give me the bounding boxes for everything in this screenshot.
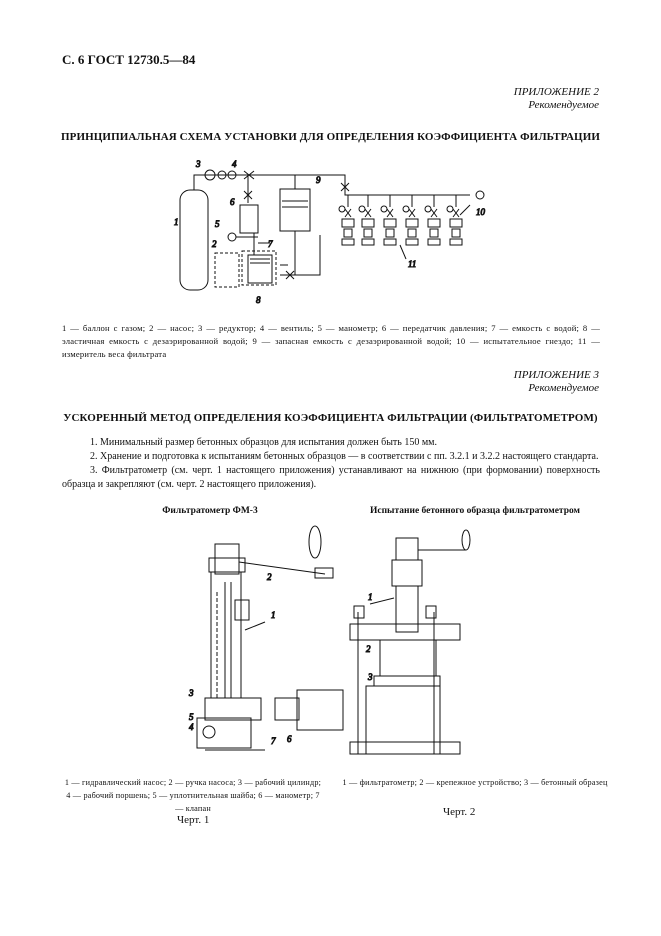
- paragraph-3: 3. Фильтратометр (см. черт. 1 настоящего приложения) устанавливают на нижнюю (при формовании) поверхность образца и закрепляют (см. черт. 2 настоящего приложения).: [62, 465, 600, 490]
- fig2-number-1: 1: [368, 592, 373, 602]
- scheme-number-5: 5: [215, 219, 220, 229]
- gas-cylinder-shape: [180, 190, 208, 290]
- appendix-3-label: ПРИЛОЖЕНИЕ 3: [513, 369, 599, 381]
- fig2-legend: 1 — фильтратометр; 2 — крепежное устройство; 3 — бетонный образец: [342, 778, 608, 787]
- appendix-3-block: [514, 369, 599, 395]
- scheme-title: ПРИНЦИПИАЛЬНАЯ СХЕМА УСТАНОВКИ ДЛЯ ОПРЕДЕЛЕНИЯ КОЭФФИЦИЕНТА ФИЛЬТРАЦИИ: [60, 131, 601, 143]
- fig1-number-3: 3: [189, 688, 194, 698]
- scheme-legend: 1 — баллон с газом; 2 — насос; 3 — редуктор; 4 — вентиль; 5 — манометр; 6 — передатчик давления; 7 — емкость с водой; 8 — эластичная емкость с дезаэрированной водой; 9 — запасная емкость с дезаэрированной водой; 10 — испытательное гнездо; 11 — измеритель веса фильтрата: [62, 323, 600, 359]
- fig1-number-6: 6: [287, 734, 292, 744]
- fig1-number-1: 1: [271, 610, 276, 620]
- specimen-test-drawing: [340, 522, 480, 772]
- fig1-title: Фильтратометр ФМ-3: [162, 506, 258, 516]
- paragraph-1: 1. Минимальный размер бетонных образцов для испытания должен быть 150 мм.: [90, 437, 438, 448]
- filtratometer-drawing: [175, 522, 355, 772]
- test-nests-group: [339, 195, 462, 245]
- fig2-title: Испытание бетонного образца фильтратометром: [369, 506, 581, 516]
- scheme-number-1: 1: [174, 217, 179, 227]
- fig2-number-2: 2: [366, 644, 371, 654]
- scheme-number-9: 9: [316, 175, 321, 185]
- paragraph-2: 2. Хранение и подготовка к испытаниям бетонных образцов — в соответствии с пп. 3.2.1 и 3.2.2 настоящего стандарта.: [90, 451, 599, 462]
- method-title: УСКОРЕННЫЙ МЕТОД ОПРЕДЕЛЕНИЯ КОЭФФИЦИЕНТА ФИЛЬТРАЦИИ (ФИЛЬТРАТОМЕТРОМ): [63, 412, 598, 424]
- fig1-number-4: 4: [189, 722, 194, 732]
- scheme-number-6: 6: [230, 197, 235, 207]
- installation-scheme: [170, 155, 500, 315]
- pressure-transmitter-shape: [240, 205, 258, 233]
- appendix-2-block: [514, 86, 599, 112]
- method-paragraphs: [62, 436, 600, 492]
- scheme-number-10: 10: [476, 207, 485, 217]
- fig1-number-7: 7: [271, 736, 276, 746]
- appendix-2-label: ПРИЛОЖЕНИЕ 2: [513, 86, 599, 98]
- reserve-tank-shape: [280, 189, 310, 231]
- fig2-caption: Черт. 2: [443, 806, 476, 818]
- scheme-number-3: 3: [196, 159, 201, 169]
- scheme-number-11: 11: [408, 259, 417, 269]
- fig1-caption: Черт. 1: [177, 814, 210, 826]
- scheme-number-4: 4: [232, 159, 237, 169]
- fig2-number-3: 3: [368, 672, 373, 682]
- appendix-2-status: Рекомендуемое: [528, 99, 599, 111]
- fig1-legend: 1 — гидравлический насос; 2 — ручка насоса; 3 — рабочий цилиндр; 4 — рабочий поршень; 5 — уплотнительная шайба; 6 — манометр; 7 — клапан: [64, 778, 322, 813]
- page-header: С. 6 ГОСТ 12730.5—84: [62, 52, 196, 67]
- fig1-number-5: 5: [189, 712, 194, 722]
- scheme-number-7: 7: [268, 239, 273, 249]
- appendix-3-status: Рекомендуемое: [528, 382, 599, 394]
- fig1-number-2: 2: [267, 572, 272, 582]
- scheme-number-8: 8: [256, 295, 261, 305]
- scheme-number-2: 2: [212, 239, 217, 249]
